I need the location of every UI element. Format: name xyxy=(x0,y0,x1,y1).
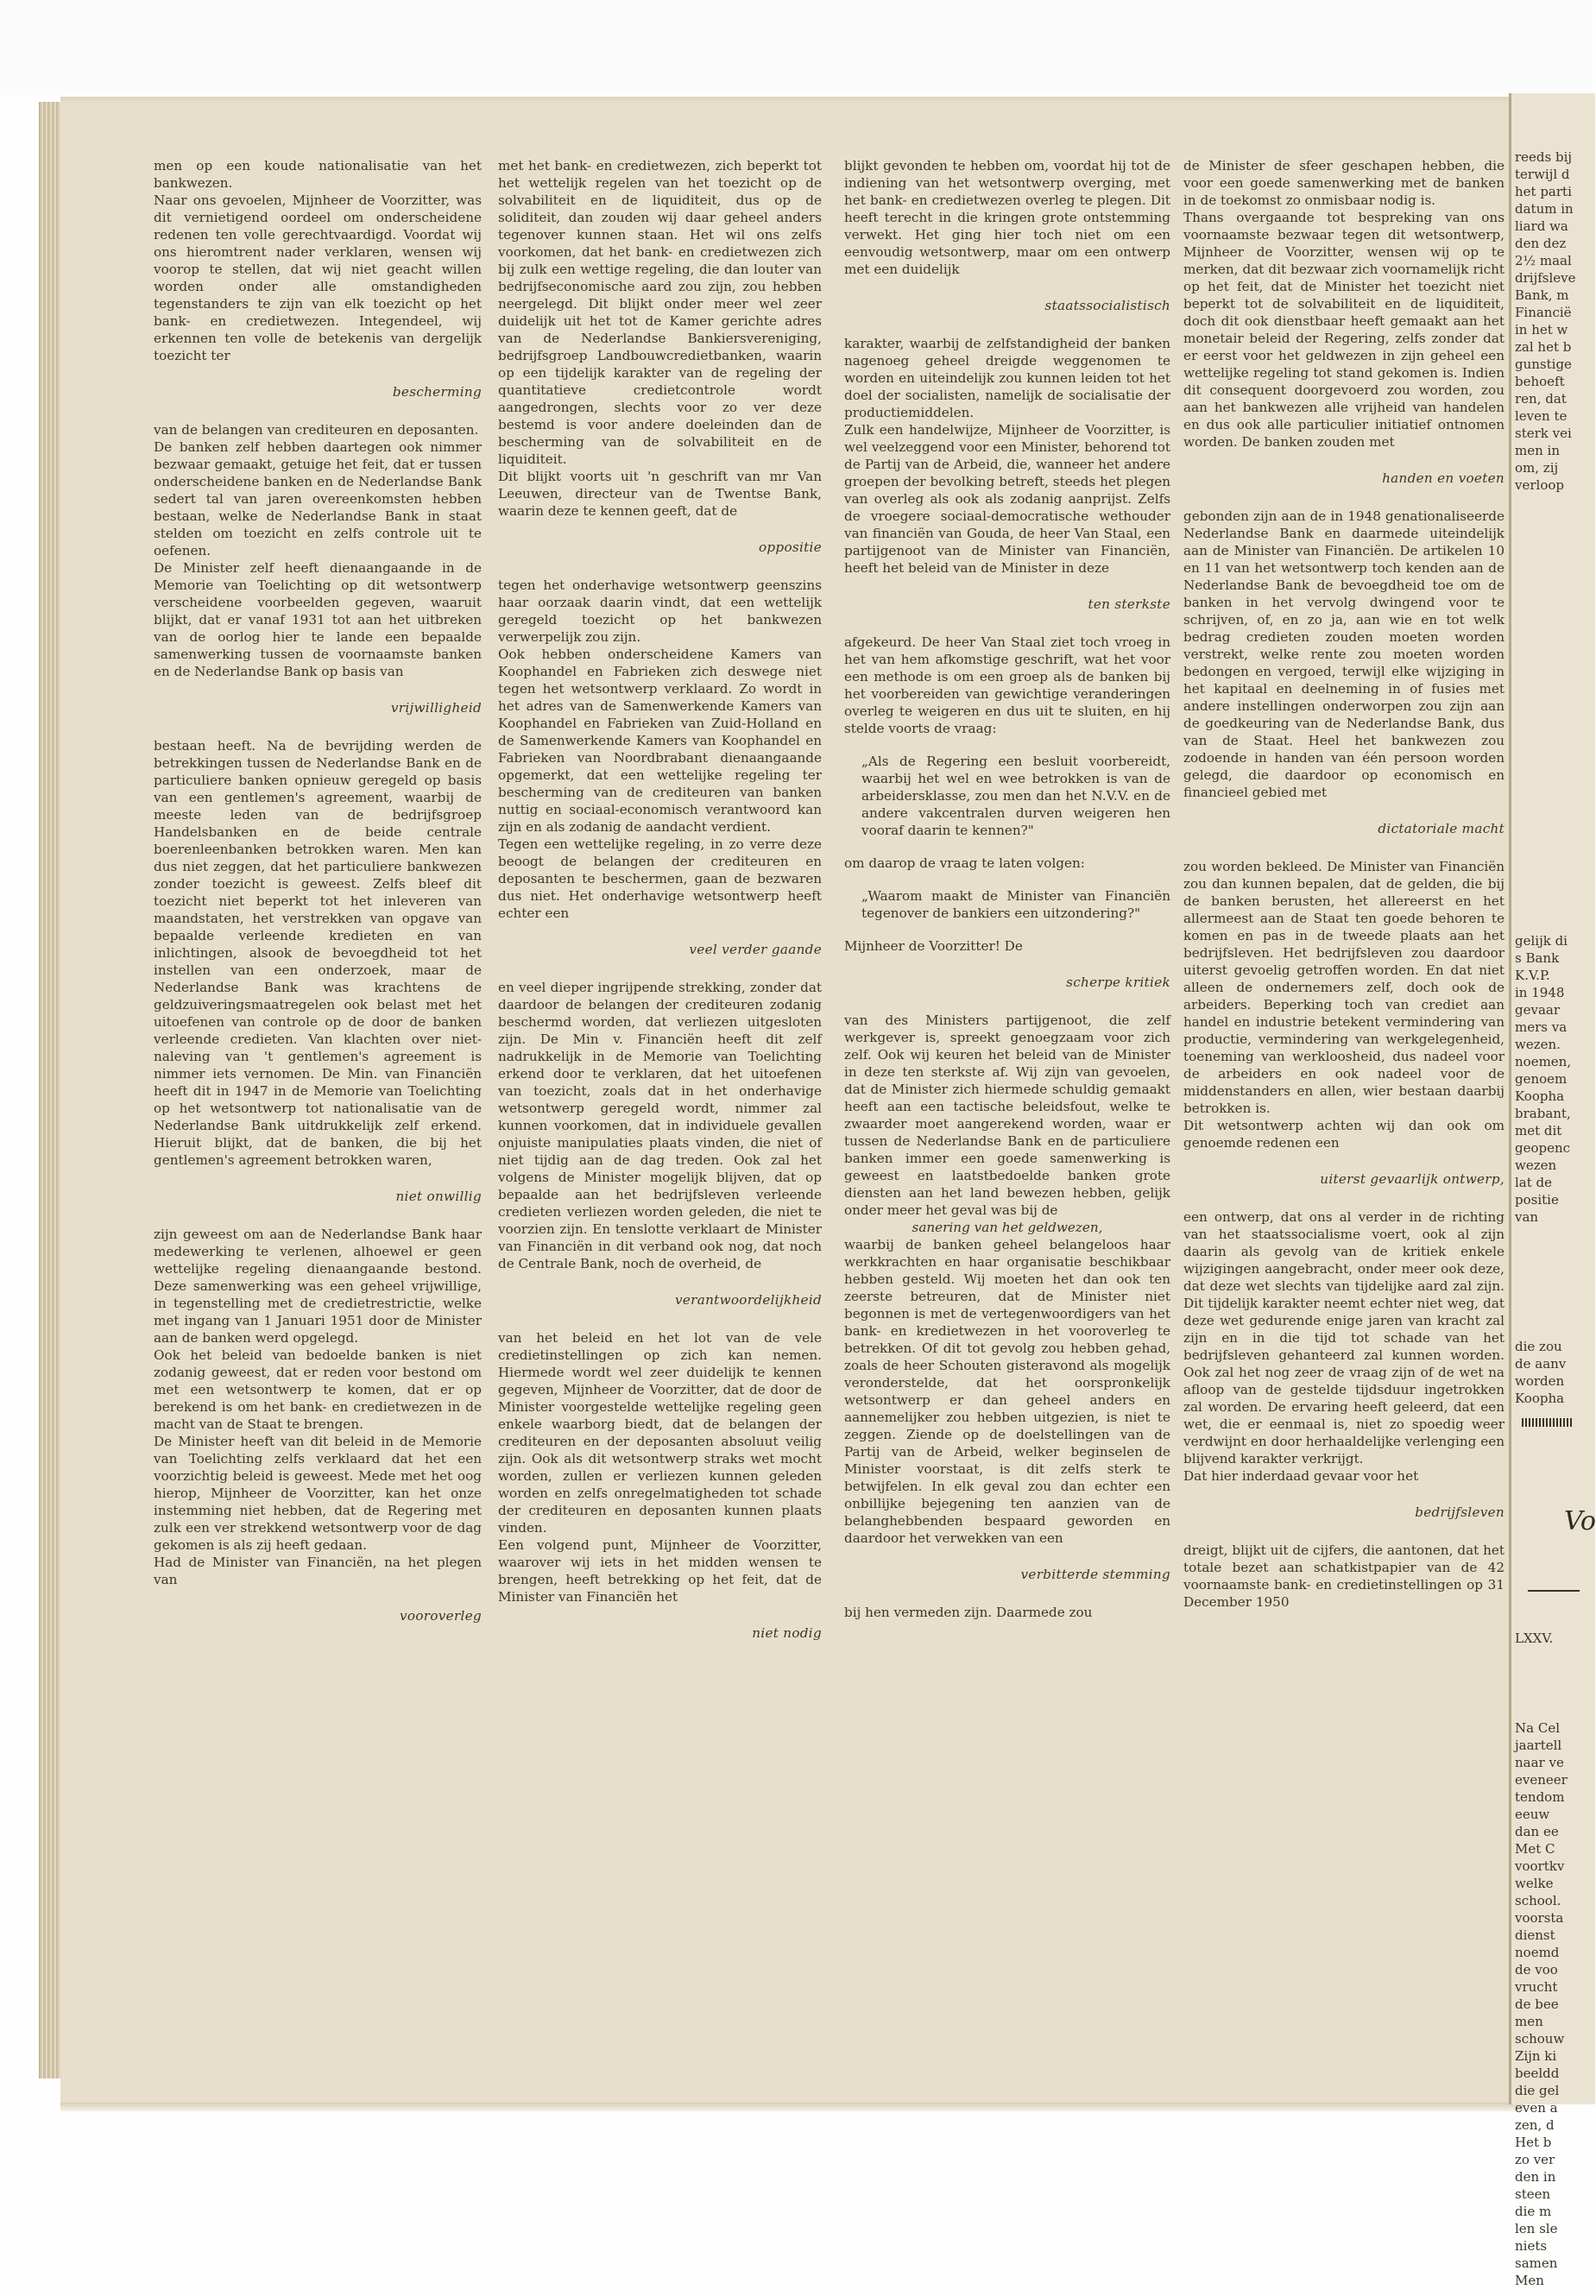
fragment-line: mers va xyxy=(1515,1019,1568,1035)
section-keyword: veel verder gaande xyxy=(689,942,822,957)
next-page-fragment-3 xyxy=(1515,1338,1566,1407)
paragraph: Naar ons gevoelen, Mijnheer de Voorzitter, was dit vernietigend oordeel om onderscheidene redenen ten volle gerechtvaardigd. Voordat wij ons hieromtrent nader verklaren, wensen wij voorop te stellen, dat wij niet geacht willen worden onder alle omstandigheden tegenstanders te zijn van elk toezicht op het bank- en credietwezen. Integendeel, wij erkennen ten volle de betekenis van dergelijk toezicht ter xyxy=(154,192,482,363)
section-keyword: uiterst gevaarlijk ontwerp, xyxy=(1320,1171,1505,1187)
section-keyword: niet onwillig xyxy=(395,1189,482,1204)
section-keyword: oppositie xyxy=(758,539,822,555)
paragraph: Dat hier inderdaad gevaar voor het xyxy=(1183,1468,1419,1484)
fragment-line: samen xyxy=(1515,2255,1558,2271)
fragment-line: genoem xyxy=(1515,1071,1568,1087)
fragment-line: in het w xyxy=(1515,322,1568,337)
fragment-line: 2½ maal xyxy=(1515,253,1572,268)
fragment-line: van xyxy=(1515,1209,1539,1225)
fragment-line: voortkv xyxy=(1515,1858,1565,1874)
fragment-line: dienst xyxy=(1515,1927,1555,1943)
fragment-line: Koopha xyxy=(1515,1088,1565,1104)
next-page-fragment-2 xyxy=(1515,932,1571,1226)
fragment-line: zo ver xyxy=(1515,2152,1555,2167)
fragment-line: eeuw xyxy=(1515,1807,1550,1822)
paragraph: zijn geweest om aan de Nederlandse Bank haar medewerking te verlenen, alhoewel er geen wettelijke regeling dienaangaande bestond. Deze samenwerking was een geheel vrijwillige, in tegenstelling met de credietrestrictie, welke met ingang van 1 Januari 1951 door de Minister aan de banken werd opgelegd. xyxy=(154,1227,482,1346)
fragment-line: beeldd xyxy=(1515,2066,1560,2081)
fragment-line: schouw xyxy=(1515,2031,1565,2047)
paragraph: blijkt gevonden te hebben om, voordat hij tot de indiening van het wetsontwerp overging, met het bank- en credietwezen overleg te plegen. Dit heeft terecht in die kringen grote ontstemming verwekt. Het ging hier toch niet om een eenvoudig wetsontwerp, maar om een ontwerp met een duidelijk xyxy=(844,158,1170,277)
paragraph: bij hen vermeden zijn. Daarmede zou xyxy=(844,1605,1093,1620)
fragment-line: welke xyxy=(1515,1876,1554,1891)
text-column-3 xyxy=(844,157,1170,1621)
fragment-line: lat de xyxy=(1515,1175,1553,1190)
section-keyword: niet nodig xyxy=(752,1625,822,1641)
paragraph: De Minister heeft van dit beleid in de Memorie van Toelichting zelfs verklaard dat het een voorzichtig beleid is geweest. Mede met het oog hierop, Mijnheer de Voorzitter, kan het onze instemming niet hebben, dat de Regering met zulk een ver strekkend wetsontwerp voor de dag gekomen is als zij heeft gedaan. xyxy=(154,1434,482,1553)
paragraph: van des Ministers partijgenoot, die zelf werkgever is, spreekt genoegzaam voor zich zelf. Ook wij keuren het beleid van de Minister in deze ten sterkste af. Wij zijn van gevoelen, dat de Minister zich hiermede schuldig gemaakt heeft aan een tactische beleidsfout, welke te zwaarder moet aangerekend worden, waar er tussen de Nederlandse Bank en de particuliere banken immer een goede samenwerking is geweest en laatstbedoelde banken grote diensten aan het land bewezen hebben, gelijk onder meer het geval was bij de xyxy=(844,1012,1170,1218)
fragment-line: vrucht xyxy=(1515,1979,1558,1995)
fragment-line: zen, d xyxy=(1515,2117,1555,2133)
fragment-line: leven te xyxy=(1515,408,1568,424)
paragraph: Thans overgaande tot bespreking van ons voornaamste bezwaar tegen dit wetsontwerp, Mijnheer de Voorzitter, wensen wij op te merken, dat dit bezwaar zich voornamelijk richt op het feit, dat de Minister het toezicht niet beperkt tot de solvabiliteit en de liquiditeit, doch dit ook dienstbaar heeft gemaakt aan het monetair beleid der Regering, zelfs zonder dat er eerst voor het geldwezen in zijn geheel een wettelijke regeling tot stand gekomen is. Indien dit consequent doorgevoerd zou worden, zou aan het bankwezen alle vrijheid van handelen en dus ook alle particulier initiatief ontnomen worden. De banken zouden met xyxy=(1183,210,1505,450)
fragment-line: wezen. xyxy=(1515,1037,1561,1052)
section-keyword: staatssocialistisch xyxy=(1044,298,1170,313)
fragment-line: met dit xyxy=(1515,1123,1562,1139)
fragment-line: in 1948 xyxy=(1515,985,1565,1000)
fragment-line: het parti xyxy=(1515,184,1572,199)
fragment-line: die gel xyxy=(1515,2083,1560,2098)
paragraph: tegen het onderhavige wetsontwerp geenszins haar oorzaak daarin vindt, dat een wettelijk geregeld toezicht op het bankwezen verwerpelijk zou zijn. xyxy=(498,577,822,645)
fragment-line: gunstige xyxy=(1515,356,1572,372)
paragraph: De banken zelf hebben daartegen ook nimmer bezwaar gemaakt, getuige het feit, dat er tussen onderscheidene banken en de Nederlandse Bank sedert tal van jaren overeenkomsten hebben bestaan, welke de Nederlandse Bank in staat stelden om toezicht en zelfs controle uit te oefenen. xyxy=(154,439,482,558)
quotation: „Waarom maakt de Minister van Financiën tegenover de bankiers een uitzondering?" xyxy=(861,888,1170,921)
ornament-rule xyxy=(1522,1418,1574,1427)
paragraph: Ook het beleid van bedoelde banken is niet zodanig geweest, dat er reden voor bestond om met een wetsontwerp te komen, dat er op berekend is om het bank- en credietwezen in de macht van de Staat te brengen. xyxy=(154,1347,482,1432)
fragment-line: len sle xyxy=(1515,2221,1558,2236)
fragment-line: steen xyxy=(1515,2186,1551,2202)
paragraph: Tegen een wettelijke regeling, in zo verre deze beoogt de belangen der crediteuren en deposanten te beschermen, gaan de bezwaren dus niet. Het onderhavige wetsontwerp heeft echter een xyxy=(498,836,822,921)
fragment-line: dan ee xyxy=(1515,1824,1559,1839)
fragment-line: de aanv xyxy=(1515,1356,1567,1372)
text-column-1 xyxy=(154,157,482,1645)
fragment-line: den dez xyxy=(1515,236,1567,251)
next-page-heading-letters: Vo xyxy=(1564,1506,1596,1536)
fragment-line: zal het b xyxy=(1515,339,1572,355)
fragment-line: sterk vei xyxy=(1515,426,1572,441)
fragment-line: Zijn ki xyxy=(1515,2048,1557,2064)
paragraph: Dit wetsontwerp achten wij dan ook om genoemde redenen een xyxy=(1183,1118,1505,1151)
paragraph: Ook hebben onderscheidene Kamers van Koophandel en Fabrieken zich deswege niet tegen het wetsontwerp verklaard. Zo wordt in het adres van de Samenwerkende Kamers van Koophandel en Fabrieken van Zuid-Holland en de Samenwerkende Kamers van Koophandel en Fabrieken van Noordbrabant dienaangaande opgemerkt, dat een wettelijke regeling ter bescherming van de crediteuren van banken nuttig en sociaal-economisch verantwoord kan zijn en als zodanig de aandacht verdient. xyxy=(498,647,822,835)
fragment-line: Men xyxy=(1515,2273,1544,2288)
quotation: „Als de Regering een besluit voorbereidt, waarbij het wel en wee betrokken is van de arbeidersklasse, zou men dan het N.V.V. en de andere vakcentralen durven weigeren hen vooraf daarin te kennen?" xyxy=(861,754,1170,838)
paragraph: gebonden zijn aan de in 1948 genationaliseerde Nederlandse Bank en daarmede uiteindelijk aan de Minister van Financiën. De artikelen 10 en 11 van het wetsontwerp toch kenden aan de Nederlandse Bank de bevoegdheid toe om de banken in het vervolg dwingend voor te schrijven, of, en zo ja, aan wie en tot welk bedrag credieten zouden moeten worden verstrekt, welke rente zou moeten worden bedongen en vergoed, terwijl elke wijziging in het kapitaal en deelneming in of fusies met andere instellingen onderworpen zou zijn aan de goedkeuring van de Nederlandse Bank, dus van de Staat. Heel het bankwezen zou zodoende in handen van één persoon worden gelegd, die daardoor op economisch en financieel gebied met xyxy=(1183,508,1505,800)
page-bottom-edge xyxy=(60,2103,1523,2111)
fragment-line: positie xyxy=(1515,1192,1559,1208)
paragraph: een ontwerp, dat ons al verder in de richting van het staatssocialisme voert, ook al zijn daarin als gevolg van de kritiek enkele wijzigingen aangebracht, onder meer ook deze, dat deze wet slechts van tijdelijke aard zal zijn. Dit tijdelijk karakter neemt echter niet weg, dat deze wet gedurende enige jaren van kracht zal zijn en in die tijd tot schade van het bedrijfsleven gehanteerd zal kunnen worden. Ook zal het nog zeer de vraag zijn of de wet na afloop van de gestelde tijdsduur ingetrokken zal worden. De ervaring heeft geleerd, dat een wet, die er eenmaal is, niet zo spoedig weer verdwijnt en door herhaaldelijke verlenging een blijvend karakter verkrijgt. xyxy=(1183,1209,1505,1467)
paragraph: Een volgend punt, Mijnheer de Voorzitter, waarover wij iets in het midden wensen te brengen, heeft betrekking op het feit, dat de Minister van Financiën het xyxy=(498,1537,822,1605)
fragment-line: eveneer xyxy=(1515,1772,1568,1788)
paragraph: De Minister zelf heeft dienaangaande in de Memorie van Toelichting op dit wetsontwerp verscheidene voorbeelden gegeven, waaruit blijkt, dat er vanaf 1931 tot aan het uitbreken van de oorlog hier te lande een bepaalde samenwerking tussen de voornaamste banken en de Nederlandse Bank op basis van xyxy=(154,560,482,679)
paragraph: bestaan heeft. Na de bevrijding werden de betrekkingen tussen de Nederlandse Bank en de particuliere banken opnieuw geregeld op basis van een gentlemen's agreement, waarbij de meeste leden van de bedrijfsgroep Handelsbanken en de beide centrale boerenleenbanken betrokken waren. Men kan dus niet zeggen, dat het particuliere bankwezen zonder toezicht is geweest. Zelfs bleef dit toezicht niet beperkt tot het inleveren van maandstaten, het verstrekken van opgave van bepaalde verleende kredieten en van inlichtingen, alsook de bevoegdheid tot het instellen van een onderzoek, maar de Nederlandse Bank was krachtens de geldzuiveringsmaatregelen ook belast met het uitoefenen van controle op de door de banken verleende credieten. Van klachten over niet-naleving van 't gentlemen's agreement is nimmer iets vernomen. De Min. van Financiën heeft dit in 1947 in de Memorie van Toelichting op het wetsontwerp tot nationalisatie van de Nederlandse Bank uitdrukkelijk zelf erkend. Hieruit blijkt, dat de banken, die bij het gentlemen's agreement betrokken waren, xyxy=(154,738,482,1168)
fragment-line: om, zij xyxy=(1515,460,1559,476)
paragraph: Had de Minister van Financiën, na het plegen van xyxy=(154,1555,482,1587)
next-page-fragment-4 xyxy=(1515,1719,1568,2289)
fragment-line: verloop xyxy=(1515,477,1564,493)
section-keyword: vrijwilligheid xyxy=(390,700,482,716)
fragment-line: de bee xyxy=(1515,1996,1559,2012)
fragment-line: gevaar xyxy=(1515,1002,1561,1018)
fragment-line: die zou xyxy=(1515,1339,1562,1354)
fragment-line: noemen, xyxy=(1515,1054,1572,1069)
fragment-line: Financië xyxy=(1515,305,1572,320)
fragment-line: K.V.P. xyxy=(1515,968,1550,983)
fragment-line: Na Cel xyxy=(1515,1720,1560,1736)
fragment-line: noemd xyxy=(1515,1945,1560,1960)
fragment-line: de voo xyxy=(1515,1962,1558,1977)
fragment-line: behoeft xyxy=(1515,374,1565,389)
fragment-line: drijfsleve xyxy=(1515,270,1576,286)
paragraph: zou worden bekleed. De Minister van Financiën zou dan kunnen bepalen, dat de gelden, die bij de banken berusten, het allereerst en het allermeest aan de Staat ten goede behoren te komen en pas in de tweede plaats aan het bedrijfsleven. Het bedrijfsleven zou daardoor uiterst gevoelig getroffen worden. En dat niet alleen de ondernemers zelf, doch ook de arbeiders. Beperking toch van crediet aan handel en industrie betekent vermindering van productie, vermindering van werkgelegenheid, toeneming van werkloosheid, dus nadeel voor de arbeiders en ook nadeel voor de middenstanders en allen, wier bestaan daarbij betrokken is. xyxy=(1183,859,1505,1116)
section-keyword: ten sterkste xyxy=(1088,596,1170,612)
fragment-line: worden xyxy=(1515,1373,1565,1389)
section-keyword: bescherming xyxy=(392,384,482,400)
text-column-4 xyxy=(1183,157,1505,1611)
section-keyword: vooroverleg xyxy=(400,1608,482,1624)
paragraph: men op een koude nationalisatie van het bankwezen. xyxy=(154,158,482,191)
paragraph: afgekeurd. De heer Van Staal ziet toch vroeg in het van hem afkomstige geschrift, wat het voor een methode is om een groep als de banken bij het voorbereiden van gewichtige veranderingen overleg te weigeren en dus uit te sluiten, en hij stelde voorts de vraag: xyxy=(844,634,1170,736)
fragment-line: Bank, m xyxy=(1515,287,1569,303)
fragment-line: terwijl d xyxy=(1515,167,1570,182)
fragment-line: even a xyxy=(1515,2100,1558,2116)
paragraph: Mijnheer de Voorzitter! De xyxy=(844,938,1023,954)
fragment-line: geopenc xyxy=(1515,1140,1571,1156)
fragment-line: tendom xyxy=(1515,1789,1565,1805)
fragment-line: men xyxy=(1515,2014,1543,2029)
fragment-line: naar ve xyxy=(1515,1755,1564,1770)
section-keyword: dictatoriale macht xyxy=(1378,821,1505,836)
fragment-line: den in xyxy=(1515,2169,1556,2185)
paragraph: om daarop de vraag te laten volgen: xyxy=(844,855,1085,871)
fragment-line: Met C xyxy=(1515,1841,1555,1857)
paragraph: Zulk een handelwijze, Mijnheer de Voorzitter, is wel veelzeggend voor een Minister, behorend tot de Partij van de Arbeid, die, wanneer het andere groepen der bevolking betreft, steeds het plegen van overleg als ook als zodanig aanprijst. Zelfs de vroegere sociaal-democratische wethouder van financiën van Gouda, de heer Van Staal, een partijgenoot van de Minister van Financiën, heeft het beleid van de Minister in deze xyxy=(844,422,1170,576)
fragment-line: gelijk di xyxy=(1515,933,1568,949)
text-column-2 xyxy=(498,157,822,1662)
section-keyword: handen en voeten xyxy=(1382,470,1505,486)
section-keyword: verbitterde stemming xyxy=(1020,1567,1170,1582)
paragraph: de Minister de sfeer geschapen hebben, die voor een goede samenwerking met de banken in de toekomst zo onmisbaar nodig is. xyxy=(1183,158,1505,208)
section-keyword: bedrijfsleven xyxy=(1415,1504,1505,1520)
section-keyword: verantwoordelijkheid xyxy=(675,1292,822,1308)
section-keyword: scherpe kritiek xyxy=(1066,975,1170,990)
fragment-line: datum in xyxy=(1515,201,1574,217)
fragment-line: wezen xyxy=(1515,1157,1557,1173)
fragment-line: reeds bij xyxy=(1515,149,1573,165)
paragraph: en veel dieper ingrijpende strekking, zonder dat daardoor de belangen der crediteuren zodanig beschermd worden, dat verliezen uitgesloten zijn. De Min v. Financiën heeft dit zelf nadrukkelijk in de Memorie van Toelichting erkend door te verklaren, dat het uitoefenen van toezicht, zoals dat in het onderhavige wetsontwerp geregeld wordt, nimmer zal kunnen voorkomen, dat in individuele gevallen onjuiste manipulaties plaats vinden, die niet of niet tijdig aan de dag treden. Ook zal het volgens de Minister mogelijk blijven, dat op bepaalde aan het bedrijfsleven verleende credieten verliezen worden geleden, die niet te voorzien zijn. En tenslotte verklaart de Minister van Financiën in dit verband ook nog, dat noch de Centrale Bank, noch de overheid, de xyxy=(498,980,822,1271)
paragraph: waarbij de banken geheel belangeloos haar werkkrachten en haar organisatie beschikbaar hebben gesteld. Wij moeten het dan ook ten zeerste betreuren, dat de Minister niet begonnen is met de vertegenwoordigers van het bank- en kredietwezen in het vooroverleg te betrekken. Of dit tot gevolg zou hebben gehad, zoals de heer Schouten gisteravond als mogelijk veronderstelde, dat het oorspronkelijk wetsontwerp er dan geheel anders en aannemelijker zou hebben uitgezien, is niet te zeggen. Ziende op de doelstellingen van de Partij van de Arbeid, welker beginselen de Minister voorstaat, is dit zelfs sterk te betwijfelen. In elk geval zou dan echter een onbillijke bejegening ten aanzien van de belanghebbenden bespaard geworden en daardoor het verwekken van een xyxy=(844,1237,1170,1546)
paragraph: van het beleid en het lot van de vele credietinstellingen op zich kan nemen. Hiermede wordt wel zeer duidelijk te kennen gegeven, Mijnheer de Voorzitter, dat de door de Minister voorgestelde wettelijke regeling geen enkele waarborg biedt, dat de belangen der crediteuren en der deposanten absoluut veilig zijn. Ook als dit wetsontwerp straks wet mocht worden, zullen er verliezen kunnen geleden worden en zelfs onregelmatigheden tot schade der crediteuren en deposanten kunnen plaats vinden. xyxy=(498,1330,822,1536)
paragraph: karakter, waarbij de zelfstandigheid der banken nagenoeg geheel dreigde weggenomen te worden en uiteindelijk zou kunnen leiden tot het doel der socialisten, namelijk de socialisatie der productiemiddelen. xyxy=(844,336,1170,420)
fragment-line: jaartell xyxy=(1515,1738,1562,1753)
paragraph: dreigt, blijkt uit de cijfers, die aantonen, dat het totale bezet aan schatkistpapier van de 42 voornaamste bank- en credietinstellingen op 31 December 1950 xyxy=(1183,1542,1505,1610)
paragraph: met het bank- en credietwezen, zich beperkt tot het wettelijk regelen van het toezicht op de solvabiliteit en de liquiditeit, dus op de soliditeit, dan zouden wij daar geheel anders tegenover kunnen staan. Het wil ons zelfs voorkomen, dat het bank- en credietwezen zich bij zulk een wettige regeling, die dan louter van bedrijfseconomische aard zou zijn, zou hebben neergelegd. Dit blijkt onder meer wel zeer duidelijk uit het tot de Kamer gerichte adres van de Nederlandse Bankiersvereniging, bedrijfsgroep Landbouwcredietbanken, waarin op een tijdelijk karakter van de regeling der quantitatieve credietcontrole wordt aangedrongen, slechts voor zo ver deze bestemd is voor andere doeleinden dan de bescherming van de solvabiliteit en de liquiditeit. xyxy=(498,158,822,467)
paragraph: van de belangen van crediteuren en deposanten. xyxy=(154,422,479,438)
centered-keyword: sanering van het geldwezen, xyxy=(912,1220,1103,1235)
fragment-line: brabant, xyxy=(1515,1106,1571,1121)
next-page-rule xyxy=(1528,1590,1580,1592)
fragment-line: die m xyxy=(1515,2204,1552,2219)
fragment-line: liard wa xyxy=(1515,218,1568,234)
next-page-roman-numeral: LXXV. xyxy=(1515,1631,1554,1646)
fragment-line: s Bank xyxy=(1515,950,1560,966)
fragment-line: voorsta xyxy=(1515,1910,1564,1926)
fragment-line: men in xyxy=(1515,443,1560,458)
fragment-line: ren, dat xyxy=(1515,391,1567,407)
fragment-line: school. xyxy=(1515,1893,1561,1908)
scan-background xyxy=(0,0,1593,95)
fragment-line: Het b xyxy=(1515,2135,1552,2150)
paragraph: Dit blijkt voorts uit 'n geschrift van mr Van Leeuwen, directeur van de Twentse Bank, waarin deze te kennen geeft, dat de xyxy=(498,469,822,519)
fragment-line: niets xyxy=(1515,2238,1548,2254)
fragment-line: Koopha xyxy=(1515,1391,1565,1406)
next-page-fragment-1 xyxy=(1515,148,1576,494)
